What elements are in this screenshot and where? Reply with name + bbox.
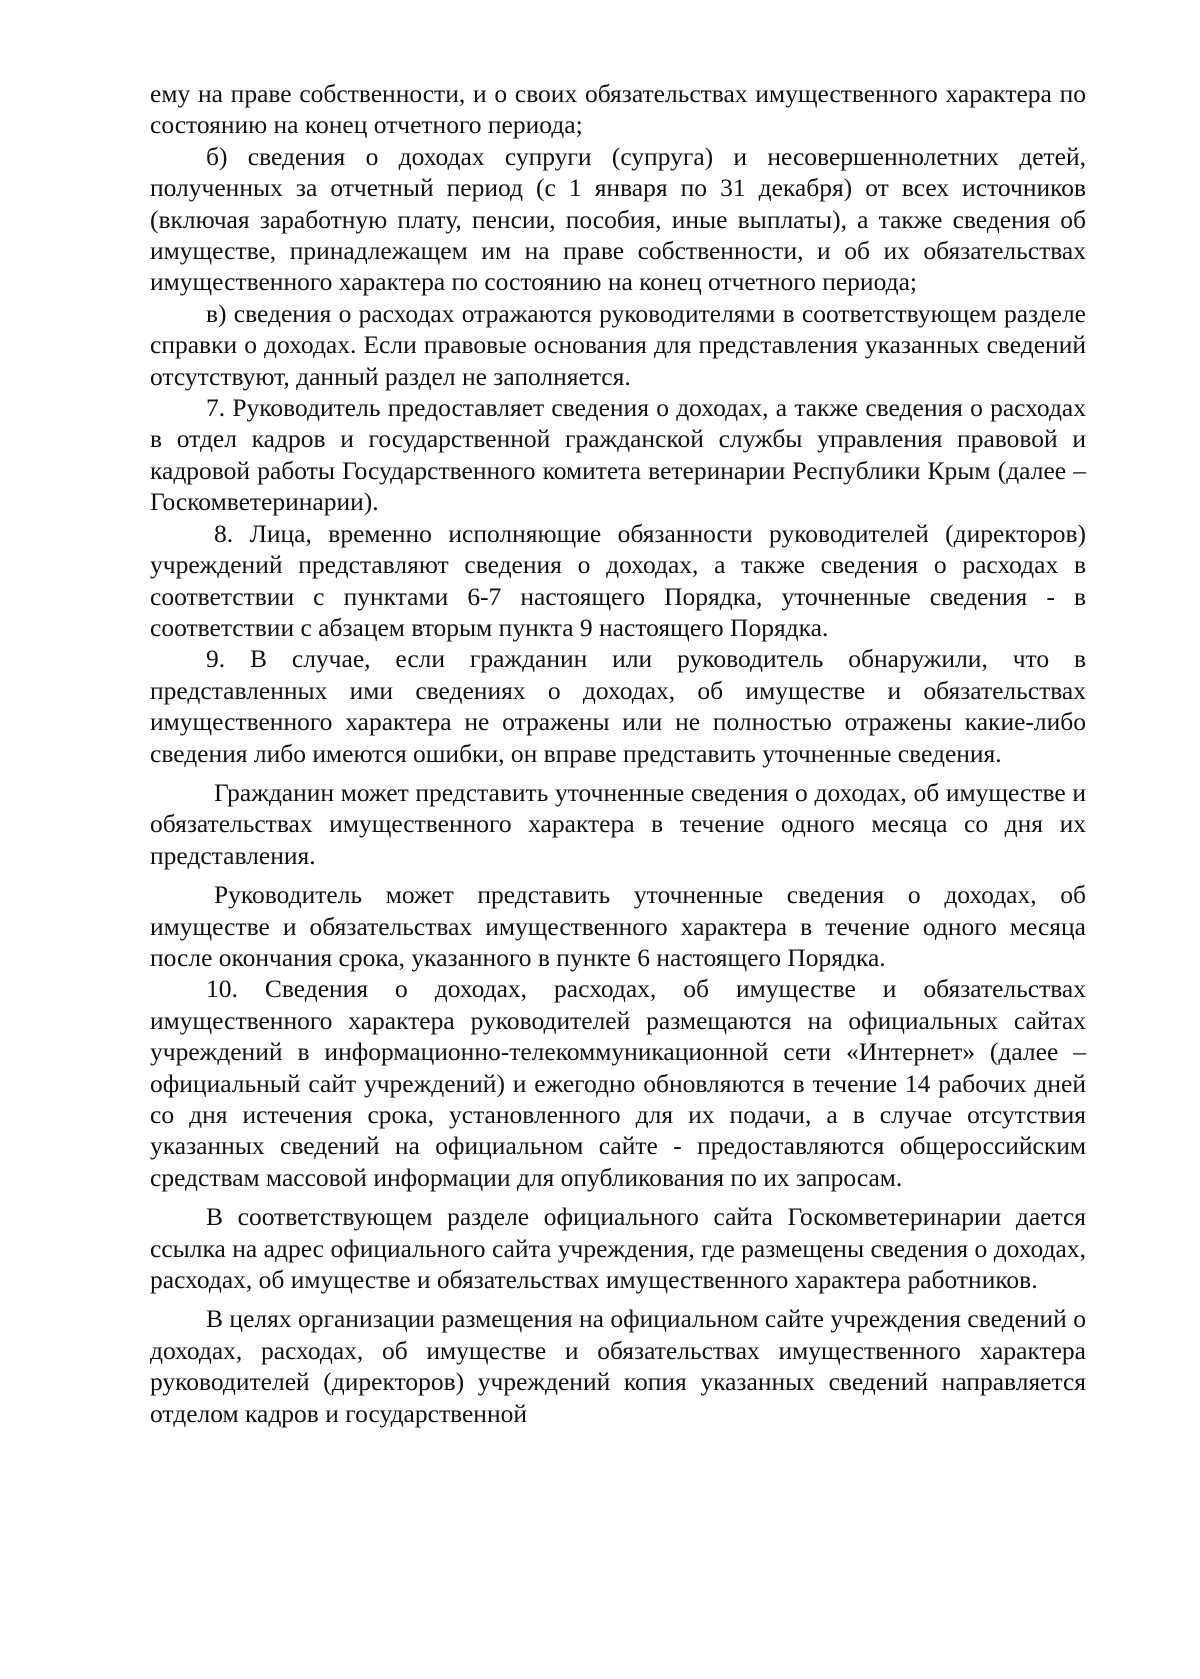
paragraph-9-citizen: Гражданин может представить уточненные сведения о доходах, об имуществе и обязательствах имущественного характера в течение одного месяца со дня их представления. [150, 777, 1086, 870]
paragraph-10-link: В соответствующем разделе официального сайта Госкомветеринарии дается ссылка на адрес официального сайта учреждения, где размещены сведения о доходах, расходах, об имуществе и обязательствах имущественного характера работников. [150, 1202, 1086, 1295]
paragraph-8: 8. Лица, временно исполняющие обязанности руководителей (директоров) учреждений представляют сведения о доходах, а также сведения о расходах в соответствии с пунктами 6-7 настоящего Порядка, уточненные сведения - в соответствии с абзацем вторым пункта 9 настоящего Порядка. [150, 518, 1086, 642]
paragraph-10-copy: В целях организации размещения на официальном сайте учреждения сведений о доходах, расходах, об имуществе и обязательствах имущественного характера руководителей (директоров) учреждений копия указанных сведений направляется отделом кадров и государственной [150, 1304, 1086, 1428]
paragraph-7: 7. Руководитель предоставляет сведения о доходах, а также сведения о расходах в отдел кадров и государственной гражданской службы управления правовой и кадровой работы Государственного комитета ветеринарии Республики Крым (далее – Госкомветеринарии). [150, 393, 1086, 517]
paragraph-6v: в) сведения о расходах отражаются руководителями в соответствующем разделе справки о доходах. Если правовые основания для представления указанных сведений отсутствуют, данный раздел не заполняется. [150, 298, 1086, 391]
paragraph-9: 9. В случае, если гражданин или руководитель обнаружили, что в представленных ими сведениях о доходах, об имуществе и обязательствах имущественного характера не отражены или не полностью отражены какие-либо сведения либо имеются ошибки, он вправе представить уточненные сведения. [150, 644, 1086, 768]
paragraph-continuation: ему на праве собственности, и о своих обязательствах имущественного характера по состоянию на конец отчетного периода; [150, 79, 1086, 140]
document-page [150, 78, 1086, 1429]
paragraph-10: 10. Сведения о доходах, расходах, об имуществе и обязательствах имущественного характера руководителей размещаются на официальных сайтах учреждений в информационно-телекоммуникационной сети «Интернет» (далее – официальный сайт учреждений) и ежегодно обновляются в течение 14 рабочих дней со дня истечения срока, установленного для их подачи, а в случае отсутствия указанных сведений на официальном сайте - предоставляются общероссийским средствам массовой информации для опубликования по их запросам. [150, 974, 1086, 1192]
paragraph-9-head: Руководитель может представить уточненные сведения о доходах, об имуществе и обязательствах имущественного характера в течение одного месяца после окончания срока, указанного в пункте 6 настоящего Порядка. [150, 880, 1086, 972]
paragraph-6b: б) сведения о доходах супруги (супруга) и несовершеннолетних детей, полученных за отчетный период (с 1 января по 31 декабря) от всех источников (включая заработную плату, пенсии, пособия, иные выплаты), а также сведения об имуществе, принадлежащем им на праве собственности, и об их обязательствах имущественного характера по состоянию на конец отчетного периода; [150, 141, 1086, 297]
